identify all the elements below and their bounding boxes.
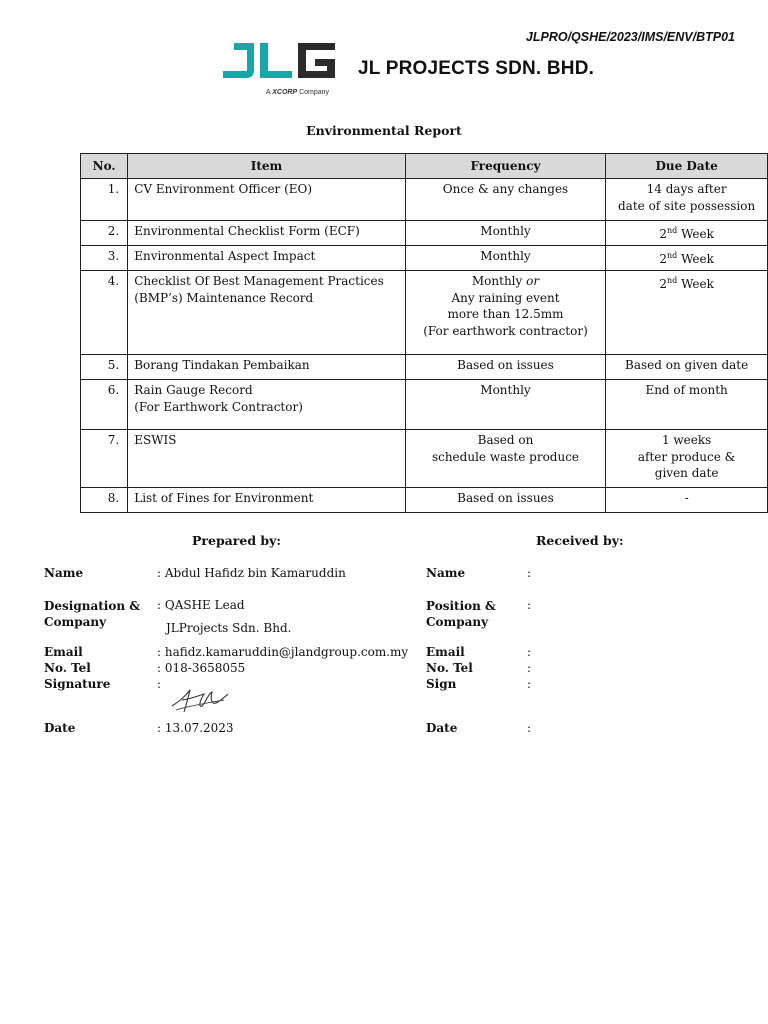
prepared-company-value: JLProjects Sdn. Bhd.: [166, 621, 292, 635]
table-row: [81, 355, 768, 380]
row-number: 6.: [81, 380, 128, 430]
received-email-colon: :: [527, 645, 532, 659]
document-reference: JLPRO/QSHE/2023/IMS/ENV/BTP01: [525, 30, 735, 44]
row-item: ESWIS: [128, 430, 406, 488]
column-header-no: No.: [81, 154, 128, 179]
row-frequency: Monthly: [405, 221, 606, 246]
prepared-signature-label: Signature: [44, 677, 111, 691]
row-frequency: Monthly: [405, 246, 606, 271]
row-frequency: Based on issues: [405, 355, 606, 380]
row-frequency: Based on schedule waste produce: [405, 430, 606, 488]
prepared-by-heading: Prepared by:: [192, 533, 282, 548]
row-frequency: Monthly or Any raining event more than 12.5mm (For earthwork contractor): [405, 271, 606, 355]
table-row: [81, 271, 768, 355]
company-logo: [220, 40, 340, 100]
row-number: 4.: [81, 271, 128, 355]
received-name-label: Name: [426, 566, 466, 580]
row-due-date: 2nd Week: [606, 221, 768, 246]
logo-tagline: A XCORP Company: [266, 89, 330, 96]
row-due-date: Based on given date: [606, 355, 768, 380]
table-row: [81, 179, 768, 221]
prepared-email-label: Email: [44, 645, 83, 659]
prepared-tel-value: : 018-3658055: [157, 661, 246, 675]
received-email-label: Email: [426, 645, 465, 659]
row-frequency: Monthly: [405, 380, 606, 430]
row-number: 5.: [81, 355, 128, 380]
row-due-date: End of month: [606, 380, 768, 430]
prepared-designation-label: Designation & Company: [44, 599, 141, 629]
prepared-name-label: Name: [44, 566, 84, 580]
row-due-date: 2nd Week: [606, 271, 768, 355]
column-header-due-date: Due Date: [606, 154, 768, 179]
column-header-frequency: Frequency: [405, 154, 606, 179]
row-item: Checklist Of Best Management Practices (BMP’s) Maintenance Record: [128, 271, 406, 355]
received-position-colon: :: [527, 598, 532, 612]
report-title: Environmental Report: [306, 123, 462, 138]
company-name: JL PROJECTS SDN. BHD.: [358, 58, 595, 79]
row-due-date: -: [606, 488, 768, 513]
row-due-date: 2nd Week: [606, 246, 768, 271]
prepared-designation-value: : QASHE Lead: [157, 598, 245, 612]
table-row: [81, 488, 768, 513]
received-name-colon: :: [527, 566, 532, 580]
received-date-colon: :: [527, 721, 532, 735]
table-row: [81, 246, 768, 271]
row-number: 8.: [81, 488, 128, 513]
table-row: [81, 430, 768, 488]
prepared-email-value: : hafidz.kamaruddin@jlandgroup.com.my: [157, 645, 409, 659]
received-tel-colon: :: [527, 661, 532, 675]
row-number: 7.: [81, 430, 128, 488]
prepared-name-value: : Abdul Hafidz bin Kamaruddin: [157, 566, 346, 580]
row-item: Rain Gauge Record (For Earthwork Contractor): [128, 380, 406, 430]
row-item: Environmental Checklist Form (ECF): [128, 221, 406, 246]
row-item: Borang Tindakan Pembaikan: [128, 355, 406, 380]
row-frequency: Based on issues: [405, 488, 606, 513]
handwritten-signature-icon: [168, 684, 230, 716]
table-header-row: [81, 154, 768, 179]
received-sign-colon: :: [527, 677, 532, 691]
row-frequency: Once & any changes: [405, 179, 606, 221]
prepared-signature-colon: :: [157, 677, 162, 691]
prepared-date-label: Date: [44, 721, 76, 735]
logo-mark-icon: [223, 43, 335, 78]
column-header-item: Item: [128, 154, 406, 179]
row-due-date: 1 weeks after produce & given date: [606, 430, 768, 488]
row-item: List of Fines for Environment: [128, 488, 406, 513]
row-due-date: 14 days after date of site possession: [606, 179, 768, 221]
table-row: [81, 380, 768, 430]
row-number: 3.: [81, 246, 128, 271]
received-by-heading: Received by:: [536, 533, 624, 548]
row-item: CV Environment Officer (EO): [128, 179, 406, 221]
environmental-report-table: [80, 153, 768, 513]
row-item: Environmental Aspect Impact: [128, 246, 406, 271]
received-position-label: Position & Company: [426, 599, 496, 629]
received-tel-label: No. Tel: [426, 661, 473, 675]
table-row: [81, 221, 768, 246]
prepared-tel-label: No. Tel: [44, 661, 91, 675]
row-number: 2.: [81, 221, 128, 246]
row-number: 1.: [81, 179, 128, 221]
received-date-label: Date: [426, 721, 458, 735]
received-sign-label: Sign: [426, 677, 457, 691]
prepared-date-value: : 13.07.2023: [157, 721, 234, 735]
